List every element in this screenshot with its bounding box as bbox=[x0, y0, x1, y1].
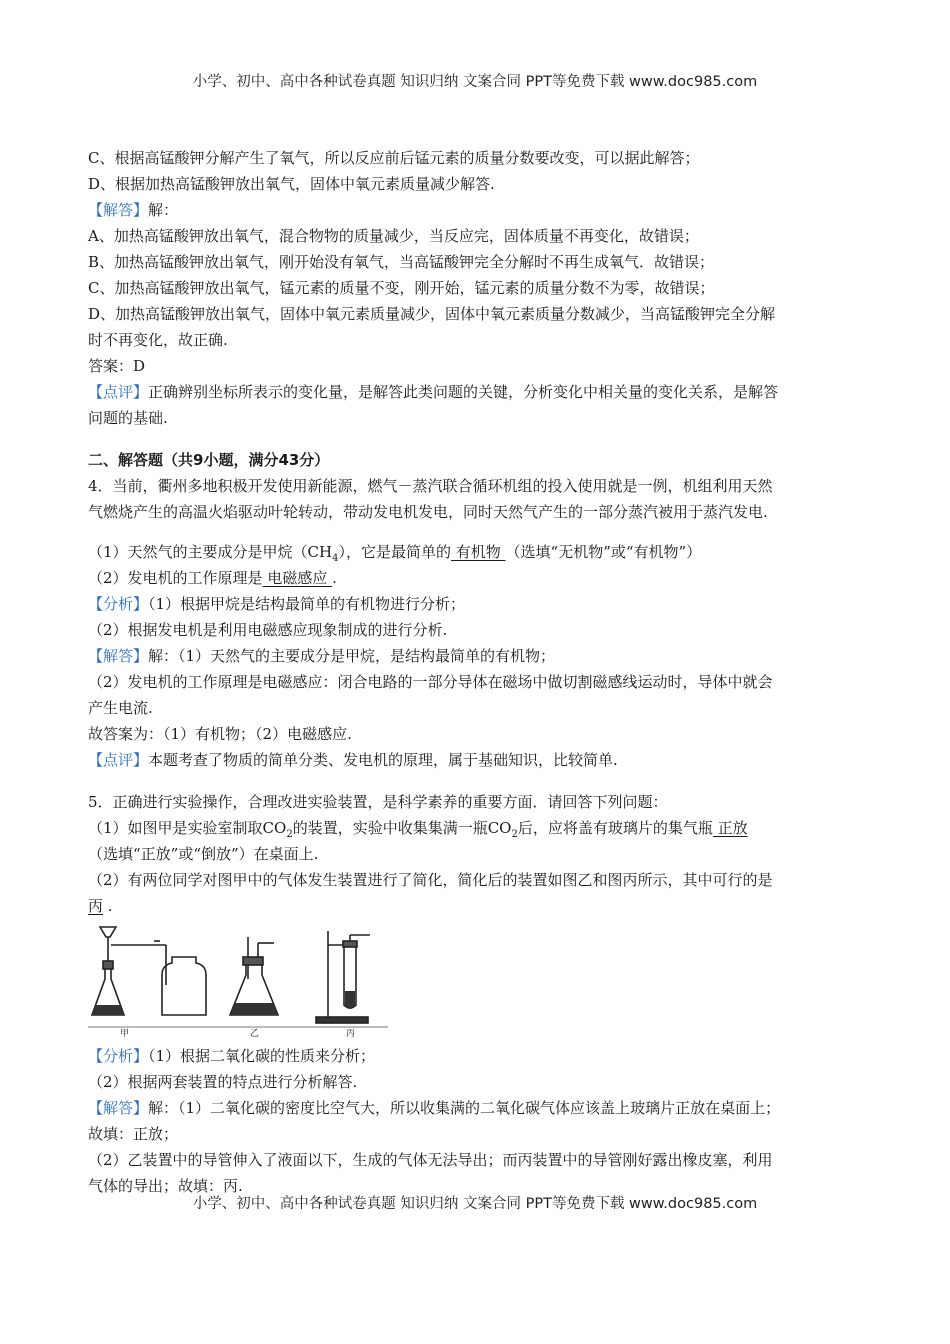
q3-hint-c: C、根据高锰酸钾分解产生了氧气，所以反应前后锰元素的质量分数要改变，可以据此解答； bbox=[88, 149, 700, 167]
q5-solution-1: 【解答】解：（1）二氧化碳的密度比空气大，所以收集满的二氧化碳气体应该盖上玻璃片正放在桌面上； bbox=[88, 1099, 781, 1117]
q4-part-1: （1）天然气的主要成分是甲烷$(CH_4)$，它是最简单的 有机物 （选填“无机物”或“有机物”） bbox=[88, 543, 702, 564]
analysis-tag: 【分析】 bbox=[88, 1047, 149, 1065]
document-body bbox=[88, 145, 863, 1199]
q5-analysis-1: 【分析】（1）根据二氧化碳的性质来分析； bbox=[88, 1047, 376, 1065]
comment-tag: 【点评】 bbox=[88, 383, 149, 401]
q3-answer-a: A、加热高锰酸钾放出氧气，混合物物的质量减少，当反应完，固体质量不再变化，故错误； bbox=[88, 227, 699, 245]
q5-stem: 5．正确进行实验操作，合理改进实验装置，是科学素养的重要方面．请回答下列问题： bbox=[88, 793, 668, 811]
q5-analysis-2: （2）根据两套装置的特点进行分析解答. bbox=[88, 1073, 358, 1091]
q3-answer-b: B、加热高锰酸钾放出氧气，刚开始没有氧气，当高锰酸钾完全分解时不再生成氧气．故错误； bbox=[88, 253, 715, 271]
q4-part-2: （2）发电机的工作原理是 电磁感应 . bbox=[88, 569, 337, 587]
q4-analysis-2: （2）根据发电机是利用电磁感应现象制成的进行分析. bbox=[88, 621, 448, 639]
section-title: 二、解答题（共9小题，满分43分） bbox=[88, 451, 330, 469]
page-footer: 小学、初中、高中各种试卷真题 知识归纳 文案合同 PPT等免费下载 www.doc985.com bbox=[192, 1196, 758, 1212]
q4-stem-1: 4．当前，衢州多地积极开发使用新能源，燃气－蒸汽联合循环机组的投入使用就是一例，机组利用天然 bbox=[88, 477, 773, 495]
q5-solution-4: 气体的导出；故填：丙. bbox=[88, 1177, 243, 1195]
q4-blank-1: 有机物 bbox=[451, 543, 506, 561]
q4-solution-4: 故答案为：（1）有机物；（2）电磁感应. bbox=[88, 725, 352, 743]
q4-solution-3: 产生电流. bbox=[88, 699, 153, 717]
q4-stem-2: 气燃烧产生的高温火焰驱动叶轮转动，带动发电机发电，同时天然气产生的一部分蒸汽被用于蒸汽发电. bbox=[88, 503, 768, 521]
figure-label-bing: 丙 bbox=[346, 1029, 356, 1037]
q3-comment-2: 问题的基础. bbox=[88, 409, 168, 427]
q3-answer-d-2: 时不再变化，故正确. bbox=[88, 331, 228, 349]
q5-solution-3: （2）乙装置中的导管伸入了液面以下，生成的气体无法导出；而丙装置中的导管刚好露出橡皮塞，利用 bbox=[88, 1151, 773, 1169]
q3-final-answer: 答案：D bbox=[88, 357, 146, 375]
comment-tag: 【点评】 bbox=[88, 751, 149, 769]
funnel-shape bbox=[100, 927, 116, 937]
q3-answer-d-1: D、加热高锰酸钾放出氧气，固体中氧元素质量减少，固体中氧元素质量分数减少，当高锰酸钾完全分解 bbox=[88, 305, 776, 323]
figure-label-jia: 甲 bbox=[120, 1029, 130, 1037]
figure-label-yi: 乙 bbox=[250, 1029, 260, 1037]
q5-solution-2: 故填：正放； bbox=[88, 1125, 179, 1143]
analysis-tag: 【分析】 bbox=[88, 595, 149, 613]
answer-tag: 【解答】 bbox=[88, 647, 149, 665]
q5-part-1: （1）如图甲是实验室制取$CO_2$的装置，实验中收集集满一瓶$CO_2$后，应将盖有玻璃片的集气瓶 正放 bbox=[88, 819, 748, 840]
page-header: 小学、初中、高中各种试卷真题 知识归纳 文案合同 PPT等免费下载 www.doc985.com bbox=[192, 74, 758, 90]
apparatus-diagram bbox=[88, 923, 388, 1037]
q5-blank-1: 正放 bbox=[712, 819, 748, 837]
apparatus-figure bbox=[88, 923, 388, 1037]
q4-solution-1: 【解答】解：（1）天然气的主要成分是甲烷，是结构最简单的有机物； bbox=[88, 647, 556, 665]
q3-answer-c: C、加热高锰酸钾放出氧气，锰元素的质量不变，刚开始，锰元素的质量分数不为零，故错误； bbox=[88, 279, 715, 297]
q4-analysis-1: 【分析】（1）根据甲烷是结构最简单的有机物进行分析； bbox=[88, 595, 466, 613]
q3-hint-d: D、根据加热高锰酸钾放出氧气，固体中氧元素质量减少解答. bbox=[88, 175, 495, 193]
q5-part-1-cont: （选填“正放”或“倒放”）在桌面上. bbox=[88, 845, 319, 863]
answer-tag: 【解答】 bbox=[88, 1099, 149, 1117]
q5-blank-2: 丙 bbox=[88, 897, 104, 915]
answer-tag: 【解答】 bbox=[88, 201, 149, 219]
q4-solution-2: （2）发电机的工作原理是电磁感应：闭合电路的一部分导体在磁场中做切割磁感线运动时，导体中就会 bbox=[88, 673, 773, 691]
q4-comment: 【点评】本题考查了物质的简单分类、发电机的原理，属于基础知识，比较简单. bbox=[88, 751, 618, 769]
q4-blank-2: 电磁感应 bbox=[262, 569, 333, 587]
q5-part-2-cont: 丙 . bbox=[88, 897, 113, 915]
q3-answer-heading: 【解答】解： bbox=[88, 201, 179, 219]
q5-part-2: （2）有两位同学对图甲中的气体发生装置进行了简化，简化后的装置如图乙和图丙所示，其中可行的是 bbox=[88, 871, 773, 889]
q3-comment-1: 【点评】正确辨别坐标所表示的变化量，是解答此类问题的关键，分析变化中相关量的变化关系，是解答 bbox=[88, 383, 779, 401]
